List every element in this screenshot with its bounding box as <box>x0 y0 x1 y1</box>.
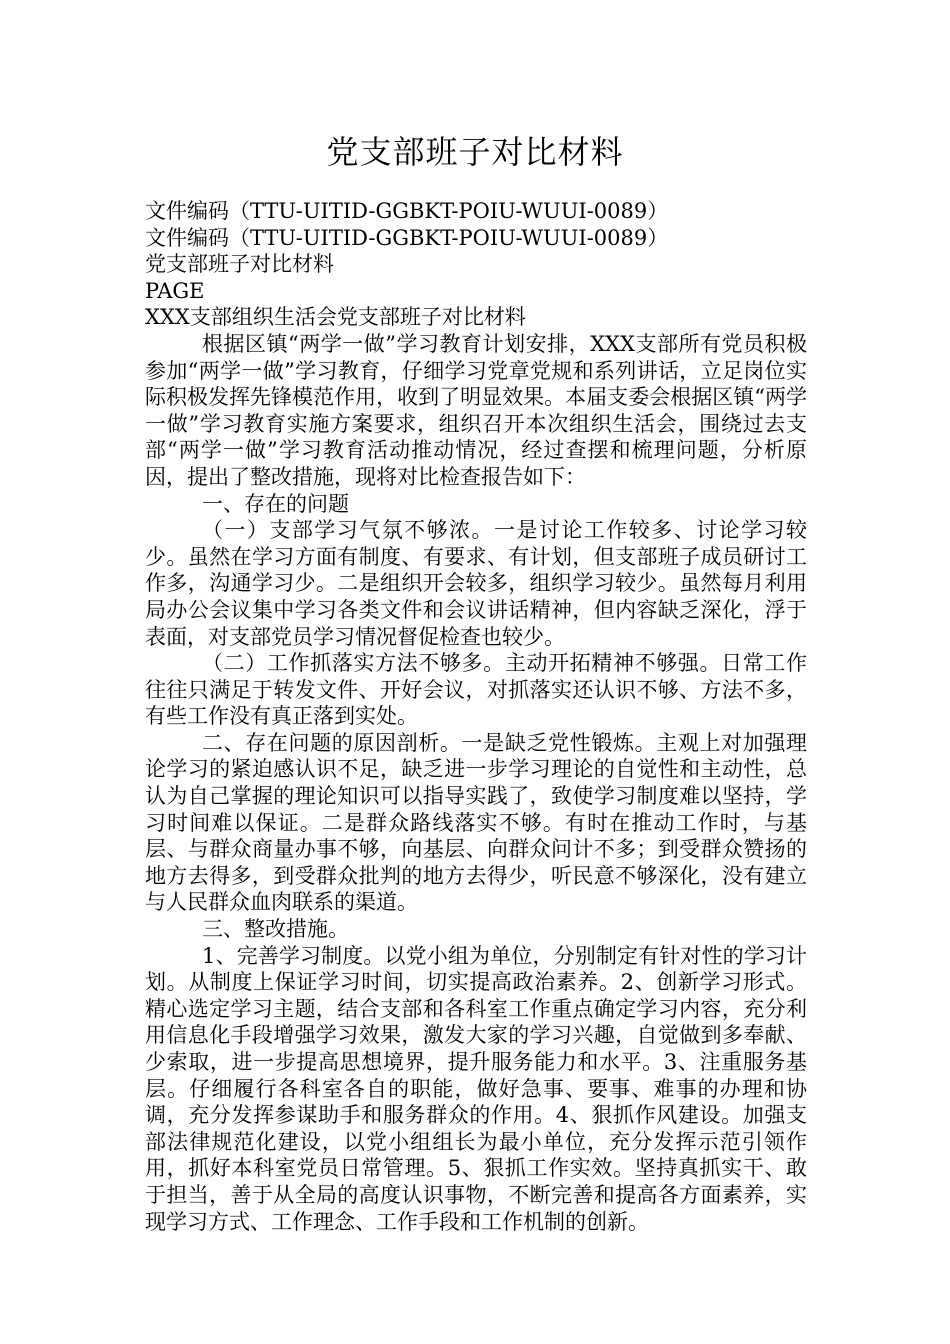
file-code-line-1: 文件编码（TTU-UITID-GGBKT-POIU-WUUI-0089） <box>145 199 669 223</box>
section-heading-problems: 一、存在的问题 <box>202 491 349 516</box>
problem-paragraph-1: （一）支部学习气氛不够浓。一是讨论工作较多、讨论学习较少。虽然在学习方面有制度、有要求、有计划，但支部班子成员研讨工作多，沟通学习少。二是组织开会较多，组织学习较少。虽然每月利用局办公会议集中学习各类文件和会议讲话精神，但内容缺乏深化，浮于表面，对支部党员学习情况督促检查也较少。 <box>145 518 807 649</box>
report-heading-line: XXX支部组织生活会党支部班子对比材料 <box>145 305 526 330</box>
problem-paragraph-2: （二）工作抓落实方法不够多。主动开拓精神不够强。日常工作往往只满足于转发文件、开好会议，对抓落实还认识不够、方法不多，有些工作没有真正落到实处。 <box>145 651 807 729</box>
document-title: 党支部班子对比材料 <box>326 133 624 171</box>
document-body <box>145 198 807 1235</box>
file-code-line-2: 文件编码（TTU-UITID-GGBKT-POIU-WUUI-0089） <box>145 225 669 250</box>
measures-paragraph: 1、完善学习制度。以党小组为单位，分别制定有针对性的学习计划。从制度上保证学习时间，切实提高政治素养。2、创新学习形式。精心选定学习主题，结合支部和各科室工作重点确定学习内容，充分利用信息化手段增强学习效果，激发大家的学习兴趣，自觉做到多奉献、少索取，进一步提高思想境界，提升服务能力和水平。3、注重服务基层。仔细履行各科室各自的职能，做好急事、要事、难事的办理和协调，充分发挥参谋助手和服务群众的作用。4、狠抓作风建设。加强支部法律规范化建设，以党小组组长为最小单位，充分发挥示范引领作用，抓好本科室党员日常管理。5、狠抓工作实效。坚持真抓实干、敢于担当，善于从全局的高度认识事物，不断完善和提高各方面素养，实现学习方式、工作理念、工作手段和工作机制的创新。 <box>145 943 807 1234</box>
page-field-line: PAGE <box>145 278 205 303</box>
intro-paragraph: 根据区镇“两学一做”学习教育计划安排，XXX支部所有党员积极参加“两学一做”学习教育，仔细学习党章党规和系列讲话，立足岗位实际积极发挥先锋模范作用，收到了明显效果。本届支委会根据区镇“两学一做”学习教育实施方案要求，组织召开本次组织生活会，围绕过去支部“两学一做”学习教育活动推动情况，经过查摆和梳理问题，分析原因，提出了整改措施，现将对比检查报告如下： <box>145 331 807 489</box>
cause-analysis-paragraph: 二、存在问题的原因剖析。一是缺乏党性锻炼。主观上对加强理论学习的紧迫感认识不足，缺乏进一步学习理论的自觉性和主动性，总认为自己掌握的理论知识可以指导实践了，致使学习制度难以坚持，学习时间难以保证。二是群众路线落实不够。有时在推动工作时，与基层、与群众商量办事不够，向基层、向群众问计不多；到受群众赞扬的地方去得多，到受群众批判的地方去得少，听民意不够深化，没有建立与人民群众血肉联系的渠道。 <box>145 730 807 915</box>
section-heading-measures: 三、整改措施。 <box>202 917 349 942</box>
subtitle-line: 党支部班子对比材料 <box>145 252 334 277</box>
